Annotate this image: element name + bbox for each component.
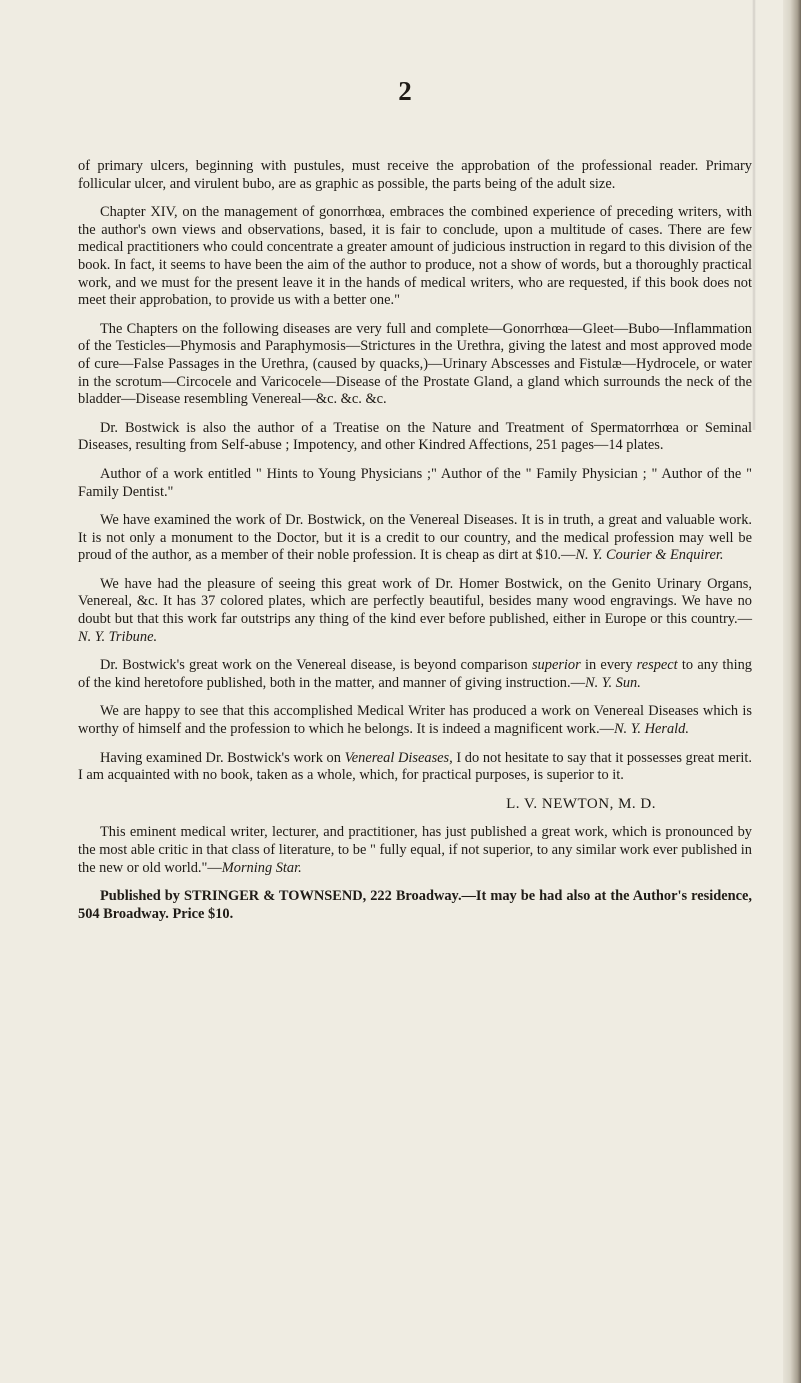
review-source: Morning Star.	[221, 859, 302, 876]
review-sun	[78, 657, 752, 692]
article-body	[78, 158, 752, 934]
paragraph-chapters-list: The Chapters on the following diseases are very full and complete—Gonorrhœa—Gleet—Bubo—Inflammation of the Testicles—Phymosis and Paraphymosis—Strictures in the Urethra, giving the latest and most approved mode of cure—False Passages in the Urethra, (caused by quacks,)—Urinary Abscesses and Fistulæ—Hydrocele, or water in the scrotum—Circocele and Varicocele—Disease of the Prostate Gland, a gland which surrounds the neck of the bladder—Disease resembling Venereal—&c. &c. &c.	[78, 320, 752, 408]
emphasis-superior: superior	[531, 657, 581, 674]
emphasis-venereal-diseases: Venereal Diseases,	[344, 749, 453, 766]
review-text: to any thing of the kind heretofore published, both in the matter, and manner of giving instruction.—	[78, 657, 752, 691]
review-morning-star	[78, 824, 752, 877]
review-text: Dr. Bostwick's great work on the Venereal disease, is beyond comparison	[100, 657, 532, 674]
review-tribune	[78, 576, 752, 646]
review-source: N. Y. Tribune.	[78, 628, 158, 645]
page-edge	[783, 0, 801, 1383]
review-courier	[78, 512, 752, 565]
review-source: N. Y. Herald.	[613, 721, 689, 738]
review-text: Having examined Dr. Bostwick's work on	[100, 749, 345, 766]
publisher-notice: Published by STRINGER & TOWNSEND, 222 Broadway.—It may be had also at the Author's residence, 504 Broadway. Price $10.	[78, 888, 752, 922]
review-herald	[78, 703, 752, 738]
page-number: 2	[398, 76, 412, 106]
review-text: We are happy to see that this accomplished Medical Writer has produced a work on Venereal Diseases which is worthy of himself and the profession to which he belongs. It is indeed a magnificent work.—	[78, 703, 752, 738]
review-text: We have examined the work of Dr. Bostwick, on the Venereal Diseases. It is in truth, a great and valuable work. It is not only a monument to the Doctor, but it is a credit to our country, and the medical profession may well be proud of the author, as a member of their noble profession. It is cheap as dirt at $10.—	[78, 512, 752, 564]
review-text: This eminent medical writer, lecturer, and practitioner, has just published a great work, which is pronounced by the most able critic in that class of literature, to be " fully equal, if not superior, to any similar work ever published in the new or old world."—	[78, 824, 752, 876]
review-newton	[78, 750, 752, 785]
review-source: N. Y. Courier & Enquirer.	[575, 547, 724, 564]
review-text: in every	[580, 657, 637, 674]
paragraph-ulcers: of primary ulcers, beginning with pustules, must receive the approbation of the professional reader. Primary follicular ulcer, and virulent bubo, are as graphic as possible, the parts being of the adult size.	[78, 158, 752, 192]
review-source: N. Y. Sun.	[584, 674, 641, 691]
paragraph-other-works: Author of a work entitled " Hints to Young Physicians ;" Author of the " Family Physician ; " Author of the " Family Dentist."	[78, 465, 752, 500]
emphasis-respect: respect	[636, 657, 678, 674]
review-text: I do not hesitate to say that it possesses great merit. I am acquainted with no book, taken as a whole, which, for practical purposes, is superior to it.	[78, 749, 752, 784]
page-fold-shadow	[752, 0, 756, 430]
review-text: We have had the pleasure of seeing this great work of Dr. Homer Bostwick, on the Genito Urinary Organs, Venereal, &c. It has 37 colored plates, which are perfectly beautiful, besides many wood engravings. We have no doubt but that this work far outstrips any thing of the kind ever before published, either in Europe or this country.—	[78, 575, 752, 628]
signature-newton: L. V. NEWTON, M. D.	[506, 795, 656, 812]
paragraph-treatise: Dr. Bostwick is also the author of a Treatise on the Nature and Treatment of Spermatorrhœa or Seminal Diseases, resulting from Self-abuse ; Impotency, and other Kindred Affections, 251 pages—14 plates.	[78, 419, 752, 454]
paragraph-chapter-xiv: Chapter XIV, on the management of gonorrhœa, embraces the combined experience of preceding writers, with the author's own views and observations, based, it is fair to conclude, upon a multitude of cases. There are few medical practitioners who could concentrate a greater amount of judicious instruction in regard to this division of the book. In fact, it seems to have been the aim of the author to produce, not a show of words, but a thoroughly practical work, and we must for the present leave it in the hands of medical writers, who are requested, if this book does not meet their approbation, to provide us with a better one."	[78, 204, 752, 309]
